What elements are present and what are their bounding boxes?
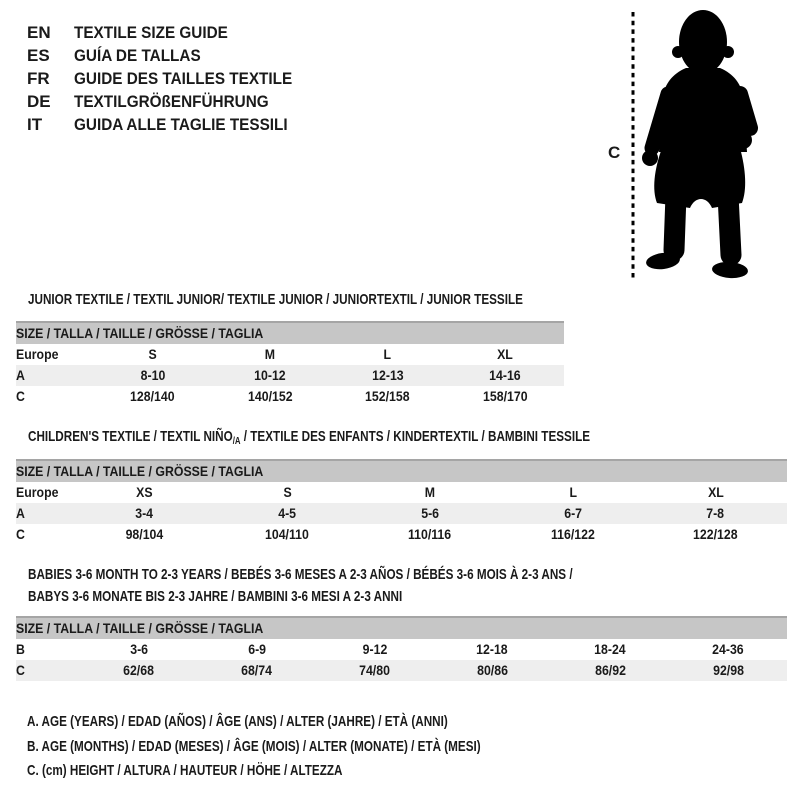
value-cell: 74/80: [316, 660, 434, 681]
value-cell: M: [424, 484, 436, 500]
value-cell: XL: [707, 484, 724, 500]
value-cell: 3-6: [130, 641, 148, 657]
value-cell: 158/170: [482, 388, 528, 404]
size-header-bar: SIZE / TALLA / TAILLE / GRÖSSE / TAGLIA: [16, 460, 787, 482]
value-cell: 5-6: [359, 503, 502, 524]
size-header-row: [16, 460, 787, 482]
row-label-cell: C: [16, 388, 25, 404]
value-cell: 12-13: [329, 365, 447, 386]
value-cell: L: [569, 484, 577, 500]
junior-size-table: [16, 321, 564, 407]
language-row: [27, 44, 316, 67]
language-code: FR: [27, 68, 50, 88]
value-cell: 4-5: [216, 503, 359, 524]
children-size-table: [16, 459, 787, 545]
language-code: ES: [27, 45, 50, 65]
language-row: [27, 90, 316, 113]
value-cell: 14-16: [447, 365, 565, 386]
value-cell: 98/104: [125, 526, 164, 542]
language-title-list: [27, 21, 316, 136]
legend-notes: [27, 710, 609, 784]
value-cell: 8-10: [94, 365, 212, 386]
title-subscript: /A: [232, 436, 241, 447]
language-row: [27, 113, 316, 136]
table-row-age: [16, 365, 564, 386]
language-code: DE: [27, 91, 51, 111]
value-cell: 62/68: [80, 660, 198, 681]
table-row-height: [16, 660, 787, 681]
value-cell: 24-36: [712, 641, 744, 657]
value-cell: M: [265, 346, 276, 362]
value-cell: 3-4: [73, 503, 216, 524]
size-header-row: [16, 322, 564, 344]
table-row-height: [16, 386, 564, 407]
row-label-cell: B: [16, 641, 25, 657]
value-cell: 116/122: [550, 526, 595, 542]
language-title: GUÍA DE TALLAS: [74, 45, 201, 65]
value-cell: S: [283, 484, 292, 500]
value-cell: 140/152: [247, 388, 293, 404]
value-cell: 7-8: [644, 503, 787, 524]
row-label-cell: Europe: [16, 346, 59, 362]
row-label-cell: C: [16, 660, 80, 681]
junior-table-title: JUNIOR TEXTILE / TEXTIL JUNIOR/ TEXTILE JUNIOR / JUNIORTEXTIL / JUNIOR TESSILE: [28, 291, 523, 308]
toddler-silhouette-shape: [642, 10, 752, 279]
language-row: [27, 21, 316, 44]
value-cell: 18-24: [594, 641, 626, 657]
note-height-cm: C. (cm) HEIGHT / ALTURA / HAUTEUR / HÖHE / ALTEZZA: [27, 762, 343, 779]
value-cell: 92/98: [669, 660, 787, 681]
language-title: GUIDE DES TAILLES TEXTILE: [74, 68, 293, 88]
value-cell: 80/86: [433, 660, 551, 681]
language-title: TEXTILE SIZE GUIDE: [74, 22, 228, 42]
row-label-cell: A: [16, 365, 94, 386]
value-cell: 122/128: [693, 526, 738, 542]
value-cell: S: [148, 346, 157, 362]
table-row-age: [16, 503, 787, 524]
table-row-months: [16, 639, 787, 660]
row-label-cell: C: [16, 526, 25, 542]
value-cell: 6-9: [247, 641, 266, 657]
language-title: TEXTILGRÖßENFÜHRUNG: [74, 91, 269, 111]
children-table-title: CHILDREN'S TEXTILE / TEXTIL $NIÑO_{/A}$ / TEXTILE DES ENFANTS / KINDERTEXTIL / BAMBINI TESSILE: [28, 428, 591, 447]
height-measure-label: C: [608, 143, 621, 162]
language-code: EN: [27, 22, 51, 42]
size-header-row: [16, 617, 787, 639]
babies-table-title: [28, 564, 726, 609]
value-cell: 152/158: [365, 388, 411, 404]
value-cell: 104/110: [265, 526, 310, 542]
language-title: GUIDA ALLE TAGLIE TESSILI: [74, 114, 288, 134]
babies-size-table: [16, 616, 787, 681]
value-cell: 10-12: [212, 365, 330, 386]
toddler-silhouette-icon: [590, 0, 800, 290]
table-row-height: [16, 524, 787, 545]
value-cell: 68/74: [198, 660, 316, 681]
row-label-cell: A: [16, 503, 73, 524]
value-cell: XS: [136, 484, 153, 500]
value-cell: XL: [497, 346, 514, 362]
size-header-bar: SIZE / TALLA / TAILLE / GRÖSSE / TAGLIA: [16, 322, 564, 344]
babies-title-line1: BABIES 3-6 MONTH TO 2-3 YEARS / BEBÉS 3-6 MESES A 2-3 AÑOS / BÉBÉS 3-6 MOIS À 2-3 ANS /: [28, 566, 573, 583]
language-row: [27, 67, 316, 90]
note-age-years: A. AGE (YEARS) / EDAD (AÑOS) / ÂGE (ANS) / ALTER (JAHRE) / ETÀ (ANNI): [27, 713, 448, 730]
language-code: IT: [27, 114, 43, 134]
value-cell: 110/116: [408, 526, 452, 542]
value-cell: 12-18: [476, 641, 509, 657]
value-cell: L: [383, 346, 392, 362]
value-cell: 86/92: [551, 660, 669, 681]
value-cell: 9-12: [362, 641, 387, 657]
table-row-europe: [16, 482, 787, 503]
babies-title-line2: BABYS 3-6 MONATE BIS 2-3 JAHRE / BAMBINI 3-6 MESI A 2-3 ANNI: [28, 588, 403, 606]
value-cell: 6-7: [501, 503, 644, 524]
size-header-bar: SIZE / TALLA / TAILLE / GRÖSSE / TAGLIA: [16, 617, 787, 639]
row-label-cell: Europe: [16, 484, 59, 500]
table-row-europe: [16, 344, 564, 365]
note-age-months: B. AGE (MONTHS) / EDAD (MESES) / ÂGE (MOIS) / ALTER (MONATE) / ETÀ (MESI): [27, 737, 481, 755]
value-cell: 128/140: [130, 388, 176, 404]
